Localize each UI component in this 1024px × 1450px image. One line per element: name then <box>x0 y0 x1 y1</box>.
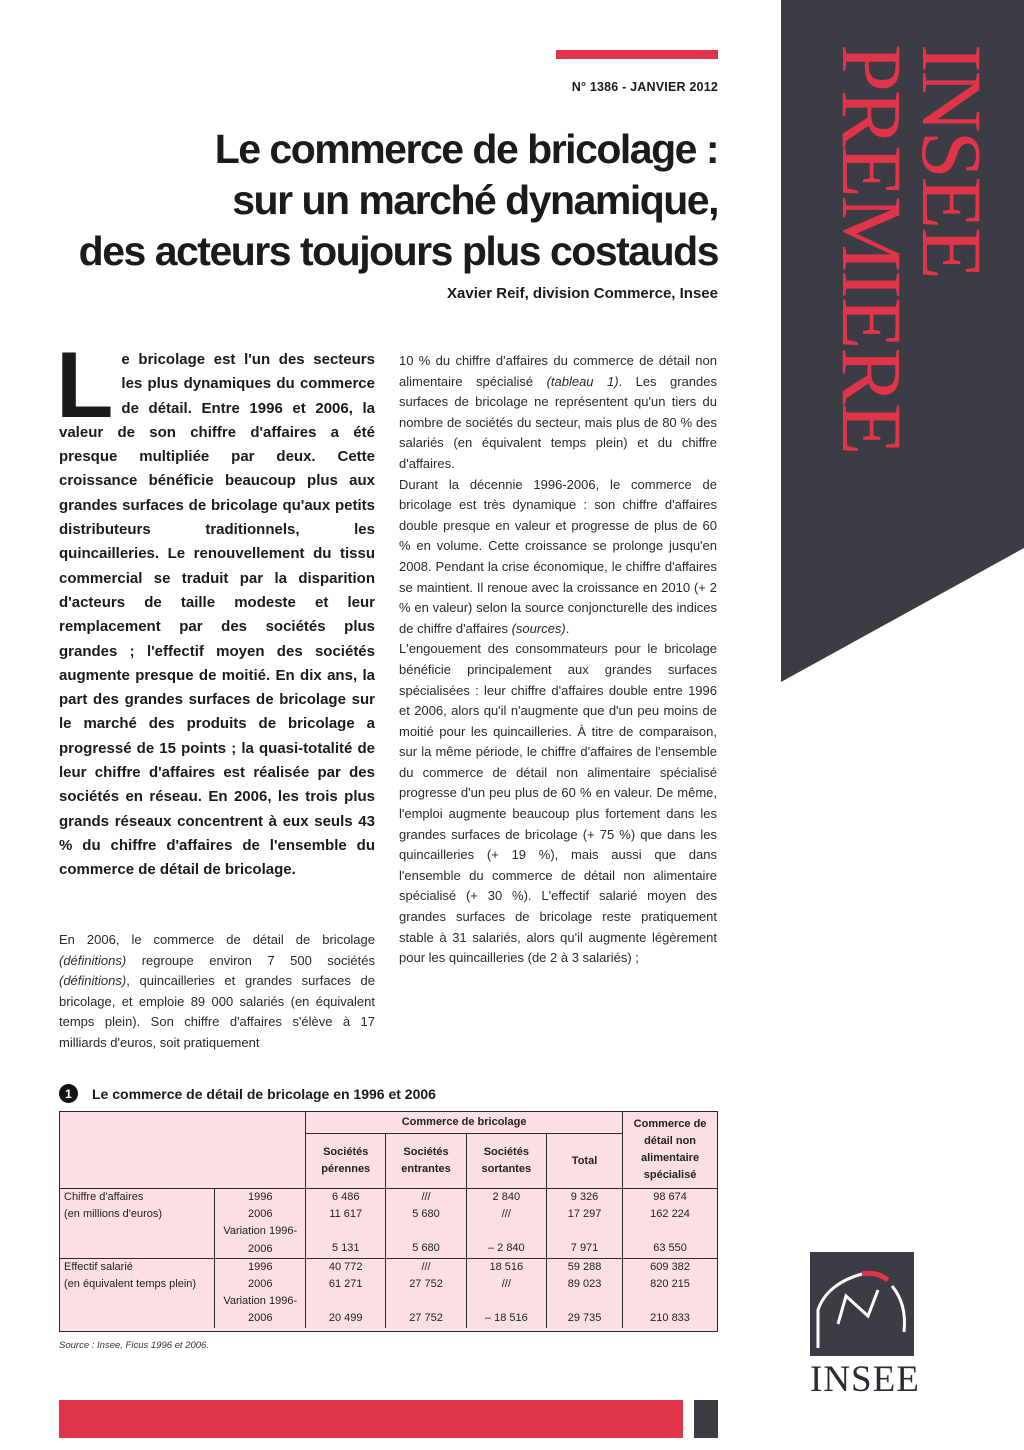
row-label-line: Effectif salarié <box>64 1260 133 1273</box>
body-text: . <box>565 620 570 636</box>
row-group-label <box>60 1189 215 1258</box>
body-text: . Les grandes surfaces de bricolage ne représentent qu'un tiers du nombre de sociétés du secteur, mais plus de 80 % des salariés (en équivalent temps plein) et du chiffre d'affaires. <box>399 373 717 471</box>
cell-value: 18 516 <box>489 1260 524 1273</box>
cell-value: 7 971 <box>570 1242 599 1255</box>
period-label: 2006 <box>247 1208 273 1221</box>
cell-value: 27 752 <box>409 1312 443 1325</box>
author-line: Xavier Reif, division Commerce, Insee <box>447 285 718 302</box>
title-line: sur un marché dynamique, <box>232 177 718 223</box>
table-cell <box>466 1258 546 1327</box>
table-reference-link[interactable]: (tableau 1) <box>546 373 619 389</box>
cell-value: 59 288 <box>567 1260 602 1273</box>
cell-value: 98 674 <box>653 1191 687 1203</box>
body-paragraph <box>399 351 717 475</box>
table-number-badge: 1 <box>59 1084 78 1103</box>
column-header: Total <box>546 1134 622 1189</box>
period-label: 2006 <box>247 1278 273 1291</box>
banner-title <box>824 44 1000 454</box>
cell-value: 11 617 <box>329 1208 363 1221</box>
body-paragraph: L'engouement des consommateurs pour le bricolage bénéficie principalement aux grandes surfaces spécialisées : leur chiffre d'affaires double entre 1996 et 2006, alors qu'il n'augmente que d'un peu moins de moitié pour les quincailleries. À titre de comparaison, sur la même période, le chiffre d'affaires de l'ensemble du commerce de détail non alimentaire spécialisé progresse d'un peu plus de 60 % en valeur. De même, l'emploi augmente beaucoup plus fortement dans les grandes surfaces de bricolage (+ 75 %) que dans les quincailleries (+ 19 %), mais aussi que dans l'ensemble du commerce de détail non alimentaire spécialisé (+ 30 %). L'effectif salarié moyen des grandes surfaces de bricolage reste pratiquement stable à 31 salariés, alors qu'il augmente légèrement pour les quincailleries (de 2 à 3 salariés) ; <box>399 641 717 966</box>
table-corner-cell <box>60 1112 306 1189</box>
row-label-line: (en équivalent temps plein) <box>64 1278 197 1291</box>
column-group-header: Commerce de bricolage <box>306 1112 623 1134</box>
cell-value: 5 680 <box>412 1208 440 1221</box>
page-title <box>38 124 718 277</box>
intro-text: En 2006, le commerce de détail de bricolage <box>59 932 375 947</box>
lead-paragraph <box>56 332 375 883</box>
table-cell <box>623 1189 717 1258</box>
table-cell <box>546 1189 622 1258</box>
cell-value: 63 550 <box>653 1242 687 1255</box>
logo-mark-icon <box>810 1252 914 1356</box>
table-cell <box>215 1258 306 1327</box>
body-column-right <box>399 351 717 969</box>
logo-mark <box>810 1252 914 1356</box>
cell-value: /// <box>421 1191 431 1203</box>
definitions-link[interactable]: (définitions) <box>59 973 127 989</box>
table-cell <box>623 1258 717 1327</box>
cell-value: 6 486 <box>331 1191 360 1203</box>
column-header-nonfood: Commerce de détail non alimentaire spécialisé <box>623 1112 717 1189</box>
period-label: Variation 1996-2006 <box>223 1225 298 1255</box>
period-label: Variation 1996-2006 <box>223 1295 298 1325</box>
body-text: Durant la décennie 1996-2006, le commerce de bricolage est très dynamique : son chiffre d'affaires double presque en valeur et progresse de plus de 60 % en volume. Cette croissance se prolonge jusqu'en 2008. Pendant la crise économique, le chiffre d'affaires se maintient. Il renoue avec la croissance en 2010 (+ 2 % en valeur) selon la source conjoncturelle des indices de chiffre d'affaires <box>399 476 717 636</box>
issue-number: N° 1386 - JANVIER 2012 <box>571 80 718 94</box>
table-cell <box>466 1189 546 1258</box>
cell-value: 40 772 <box>328 1260 363 1273</box>
title-line: des acteurs toujours plus costauds <box>78 228 718 274</box>
column-header: Sociétés entrantes <box>386 1134 466 1189</box>
cell-value: 609 382 <box>650 1260 690 1273</box>
top-accent-bar <box>556 50 718 59</box>
lead-text: e bricolage est l'un des secteurs les plus dynamiques du commerce de détail. Entre 1996 et 2006, la valeur de son chiffre d'affaires a été presque multipliée par deux. Cette croissance bénéficie beaucoup plus aux grandes surfaces de bricolage qu'aux petits distributeurs traditionnels, les quincailleries. Le renouvellement du tissu commercial se traduit par la disparition d'acteurs de taille modeste et leur remplacement par des sociétés plus grandes ; l'effectif moyen des sociétés augmente presque de moitié. En dix ans, la part des grandes surfaces de bricolage sur le marché des produits de bricolage a progressé de 15 points ; la quasi-totalité de leur chiffre d'affaires est réalisée par des sociétés en réseau. En 2006, les trois plus grands réseaux concentrent à eux seuls 43 % du chiffre d'affaires de l'ensemble du commerce de détail de bricolage. <box>59 351 375 879</box>
cell-value: 20 499 <box>328 1312 363 1325</box>
logo-wordmark: INSEE <box>810 1359 920 1400</box>
body-paragraph <box>399 475 717 640</box>
table-cell <box>215 1189 306 1258</box>
bottom-accent-bar <box>59 1400 683 1438</box>
column-header: Sociétés pérennes <box>306 1134 386 1189</box>
cell-value: 89 023 <box>567 1278 602 1291</box>
drop-cap: L <box>56 332 114 437</box>
table-cell <box>546 1258 622 1327</box>
table-cell <box>306 1258 386 1327</box>
sources-link[interactable]: (sources) <box>511 620 566 636</box>
cell-value: 9 326 <box>570 1191 599 1203</box>
cell-value: 5 131 <box>331 1242 360 1255</box>
bottom-dark-block <box>694 1400 718 1438</box>
cell-value: 2 840 <box>492 1191 521 1203</box>
period-label: 1996 <box>247 1260 273 1273</box>
cell-value: – 18 516 <box>484 1312 528 1325</box>
column-header: Sociétés sortantes <box>466 1134 546 1189</box>
cell-value: 210 833 <box>650 1312 690 1325</box>
intro-text: regroupe environ 7 500 sociétés <box>126 952 375 968</box>
period-label: 1996 <box>247 1191 273 1203</box>
body-text: 10 % du chiffre d'affaires du commerce de détail non alimentaire spécialisé <box>399 353 717 389</box>
cell-value: 61 271 <box>328 1278 363 1291</box>
cell-value: /// <box>501 1278 511 1291</box>
table-source-note: Source : Insee, Ficus 1996 et 2006. <box>59 1340 209 1351</box>
cell-value: /// <box>501 1208 511 1221</box>
cell-value: /// <box>421 1260 431 1273</box>
cell-value: – 2 840 <box>487 1242 525 1255</box>
row-group-label <box>60 1258 215 1327</box>
cell-value: 820 215 <box>650 1278 690 1291</box>
cell-value: 162 224 <box>650 1208 690 1221</box>
data-table <box>59 1111 718 1332</box>
banner-line-insee: INSEE <box>904 44 1000 278</box>
row-label-line: (en millions d'euros) <box>64 1208 163 1221</box>
cell-value: 29 735 <box>567 1312 602 1325</box>
table-cell <box>386 1258 466 1327</box>
banner-line-premiere: PREMIERE <box>824 44 920 454</box>
intro-paragraph <box>59 930 375 1054</box>
table-cell <box>306 1189 386 1258</box>
row-label-line: Chiffre d'affaires <box>64 1191 144 1203</box>
insee-logo <box>810 1252 920 1401</box>
intro-text: , quincailleries et grandes surfaces de bricolage, et emploie 89 000 salariés (en équivalent temps plein). Son chiffre d'affaires s'élève à 17 milliards d'euros, soit pratiquement <box>59 973 375 1050</box>
definitions-link[interactable]: (définitions) <box>59 952 127 968</box>
table-title-text: Le commerce de détail de bricolage en 1996 et 2006 <box>92 1085 436 1102</box>
cell-value: 17 297 <box>567 1208 602 1221</box>
table-title <box>59 1084 436 1103</box>
cell-value: 27 752 <box>409 1278 443 1291</box>
table-cell <box>386 1189 466 1258</box>
title-line: Le commerce de bricolage : <box>214 126 718 172</box>
cell-value: 5 680 <box>412 1242 440 1255</box>
